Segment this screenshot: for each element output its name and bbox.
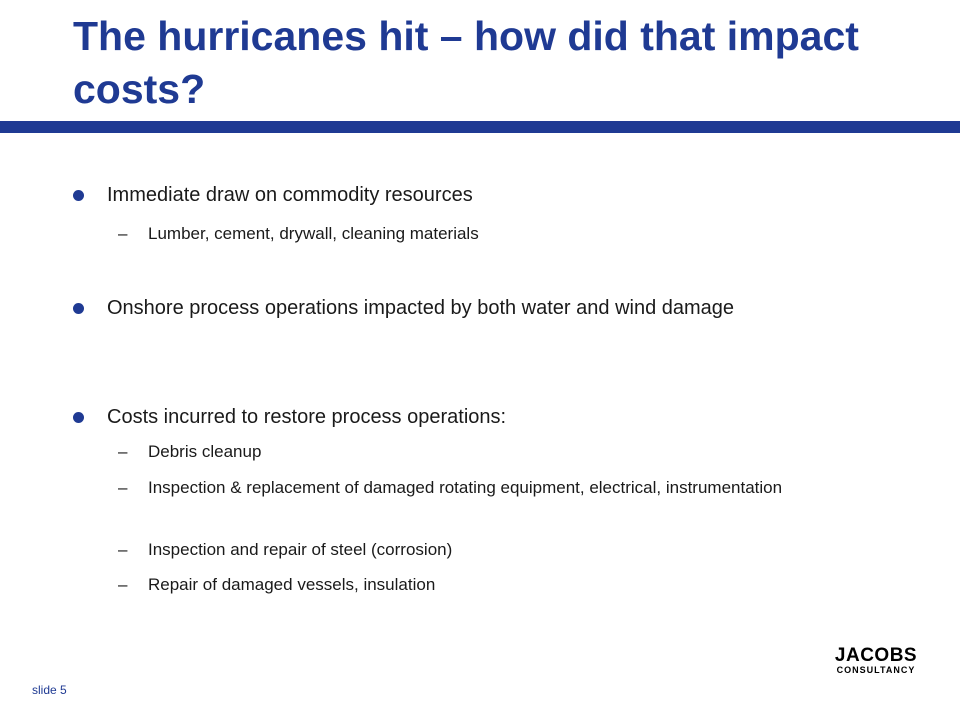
- sub-bullet-text: Lumber, cement, drywall, cleaning materials: [148, 224, 479, 243]
- bullet-text: Immediate draw on commodity resources: [107, 184, 473, 206]
- sub-bullet-text: Repair of damaged vessels, insulation: [148, 575, 436, 594]
- bullet-text: Onshore process operations impacted by both water and wind damage: [107, 297, 735, 319]
- sub-bullet-text: Inspection & replacement of damaged rotating equipment, electrical, instrumentation: [148, 478, 783, 497]
- sub-bullet-text: Debris cleanup: [148, 442, 262, 461]
- dash-marker: –: [118, 575, 128, 594]
- sub-bullet-text: Inspection and repair of steel (corrosion): [148, 540, 453, 559]
- dash-marker: –: [118, 442, 128, 461]
- bullet-dot-icon: [73, 190, 84, 201]
- logo-subtitle: CONSULTANCY: [836, 665, 916, 675]
- slide-number: slide 5: [32, 683, 67, 697]
- slide-title: The hurricanes hit – how did that impact costs?: [73, 13, 859, 112]
- dash-marker: –: [118, 540, 128, 559]
- dash-marker: –: [118, 478, 128, 497]
- dash-marker: –: [118, 224, 128, 243]
- bullet-dot-icon: [73, 412, 84, 423]
- logo-wordmark: JACOBS: [834, 645, 918, 666]
- bullet-dot-icon: [73, 303, 84, 314]
- bullet-text: Costs incurred to restore process operations:: [107, 406, 507, 428]
- company-logo: [826, 647, 926, 675]
